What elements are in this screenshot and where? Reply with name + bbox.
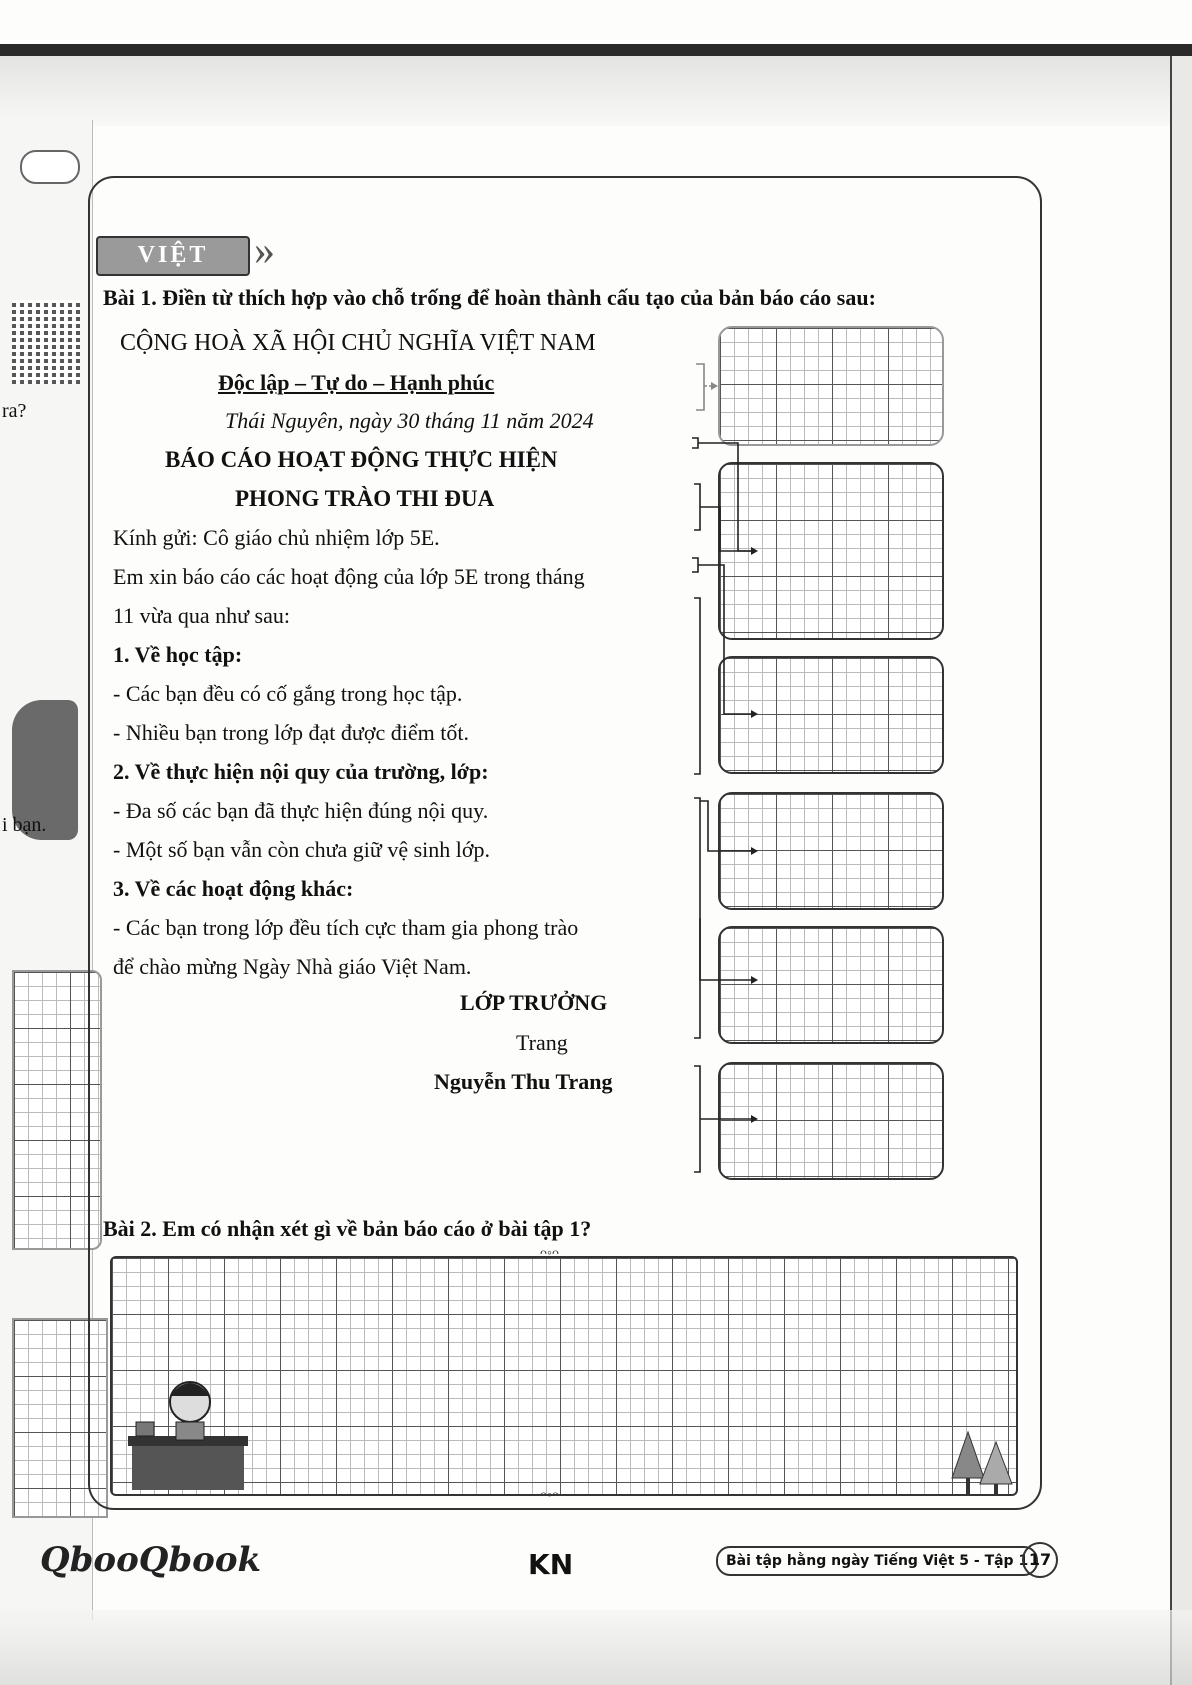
scan-shadow <box>0 56 1192 126</box>
signer-name: Nguyễn Thu Trang <box>434 1069 613 1094</box>
place-date: Thái Nguyên, ngày 30 tháng 11 năm 2024 <box>225 408 594 433</box>
exercise-2-prompt: Bài 2. Em có nhận xét gì về bản báo cáo ở bài tập 1? <box>103 1216 592 1241</box>
intro-line-1: Em xin báo cáo các hoạt động của lớp 5E trong tháng <box>113 564 585 589</box>
answer-box-5[interactable] <box>718 926 944 1044</box>
report-title-line-1: BÁO CÁO HOẠT ĐỘNG THỰC HIỆN <box>165 447 558 472</box>
publisher-logo: QbooQbook <box>40 1540 262 1580</box>
scan-top-band <box>0 44 1192 56</box>
section-heading: 1. Về học tập: <box>113 642 243 667</box>
answer-box-6[interactable] <box>718 1062 944 1180</box>
section-tab: VIỆT <box>96 236 250 276</box>
pine-trees-illustration <box>948 1428 1018 1498</box>
student-at-desk-illustration <box>128 1372 248 1492</box>
exercise-1-prompt: Bài 1. Điền từ thích hợp vào chỗ trống để hoàn thành cấu tạo của bản báo cáo sau: <box>103 285 876 310</box>
answer-box-3[interactable] <box>718 656 944 774</box>
answer-box-2[interactable] <box>718 462 944 640</box>
motto: Độc lập – Tự do – Hạnh phúc <box>218 370 495 395</box>
right-page-edge <box>1170 56 1192 1685</box>
ornament-icon: ᴖ◦ᴖ <box>540 1488 559 1503</box>
center-logo: KN <box>528 1548 574 1581</box>
cloud-icon <box>20 150 80 184</box>
left-page-fragment-1: ra? <box>2 400 27 422</box>
signature-role: LỚP TRƯỞNG <box>460 990 608 1015</box>
book-title: Bài tập hằng ngày Tiếng Việt 5 - Tập 1 <box>716 1546 1038 1576</box>
section-heading: 2. Về thực hiện nội quy của trường, lớp: <box>113 759 489 784</box>
intro-line-2: 11 vừa qua như sau: <box>113 603 290 628</box>
qr-code-pattern <box>12 300 80 384</box>
double-chevron-icon: » <box>254 228 275 274</box>
section-item: - Các bạn trong lớp đều tích cực tham gia phong trào <box>113 915 579 940</box>
section-item: để chào mừng Ngày Nhà giáo Việt Nam. <box>113 954 472 979</box>
answer-box-1[interactable] <box>718 326 944 446</box>
scan-bottom-band <box>0 1610 1192 1685</box>
section-heading: 3. Về các hoạt động khác: <box>113 876 354 901</box>
section-item: - Các bạn đều có cố gắng trong học tập. <box>113 681 463 706</box>
national-title: CỘNG HOÀ XÃ HỘI CHỦ NGHĨA VIỆT NAM <box>120 330 596 356</box>
report-title-line-2: PHONG TRÀO THI ĐUA <box>235 486 495 511</box>
signature: Trang <box>516 1030 568 1055</box>
left-page-fragment-2: i bạn. <box>2 814 47 836</box>
section-item: - Đa số các bạn đã thực hiện đúng nội quy. <box>113 798 489 823</box>
page-number: 17 <box>1022 1542 1058 1578</box>
section-item: - Một số bạn vẫn còn chưa giữ vệ sinh lớp. <box>113 837 491 862</box>
ornament-icon: ᴖ◦ᴖ <box>540 1246 559 1261</box>
recipient: Kính gửi: Cô giáo chủ nhiệm lớp 5E. <box>113 525 440 550</box>
answer-box-4[interactable] <box>718 792 944 910</box>
section-item: - Nhiều bạn trong lớp đạt được điểm tốt. <box>113 720 469 745</box>
